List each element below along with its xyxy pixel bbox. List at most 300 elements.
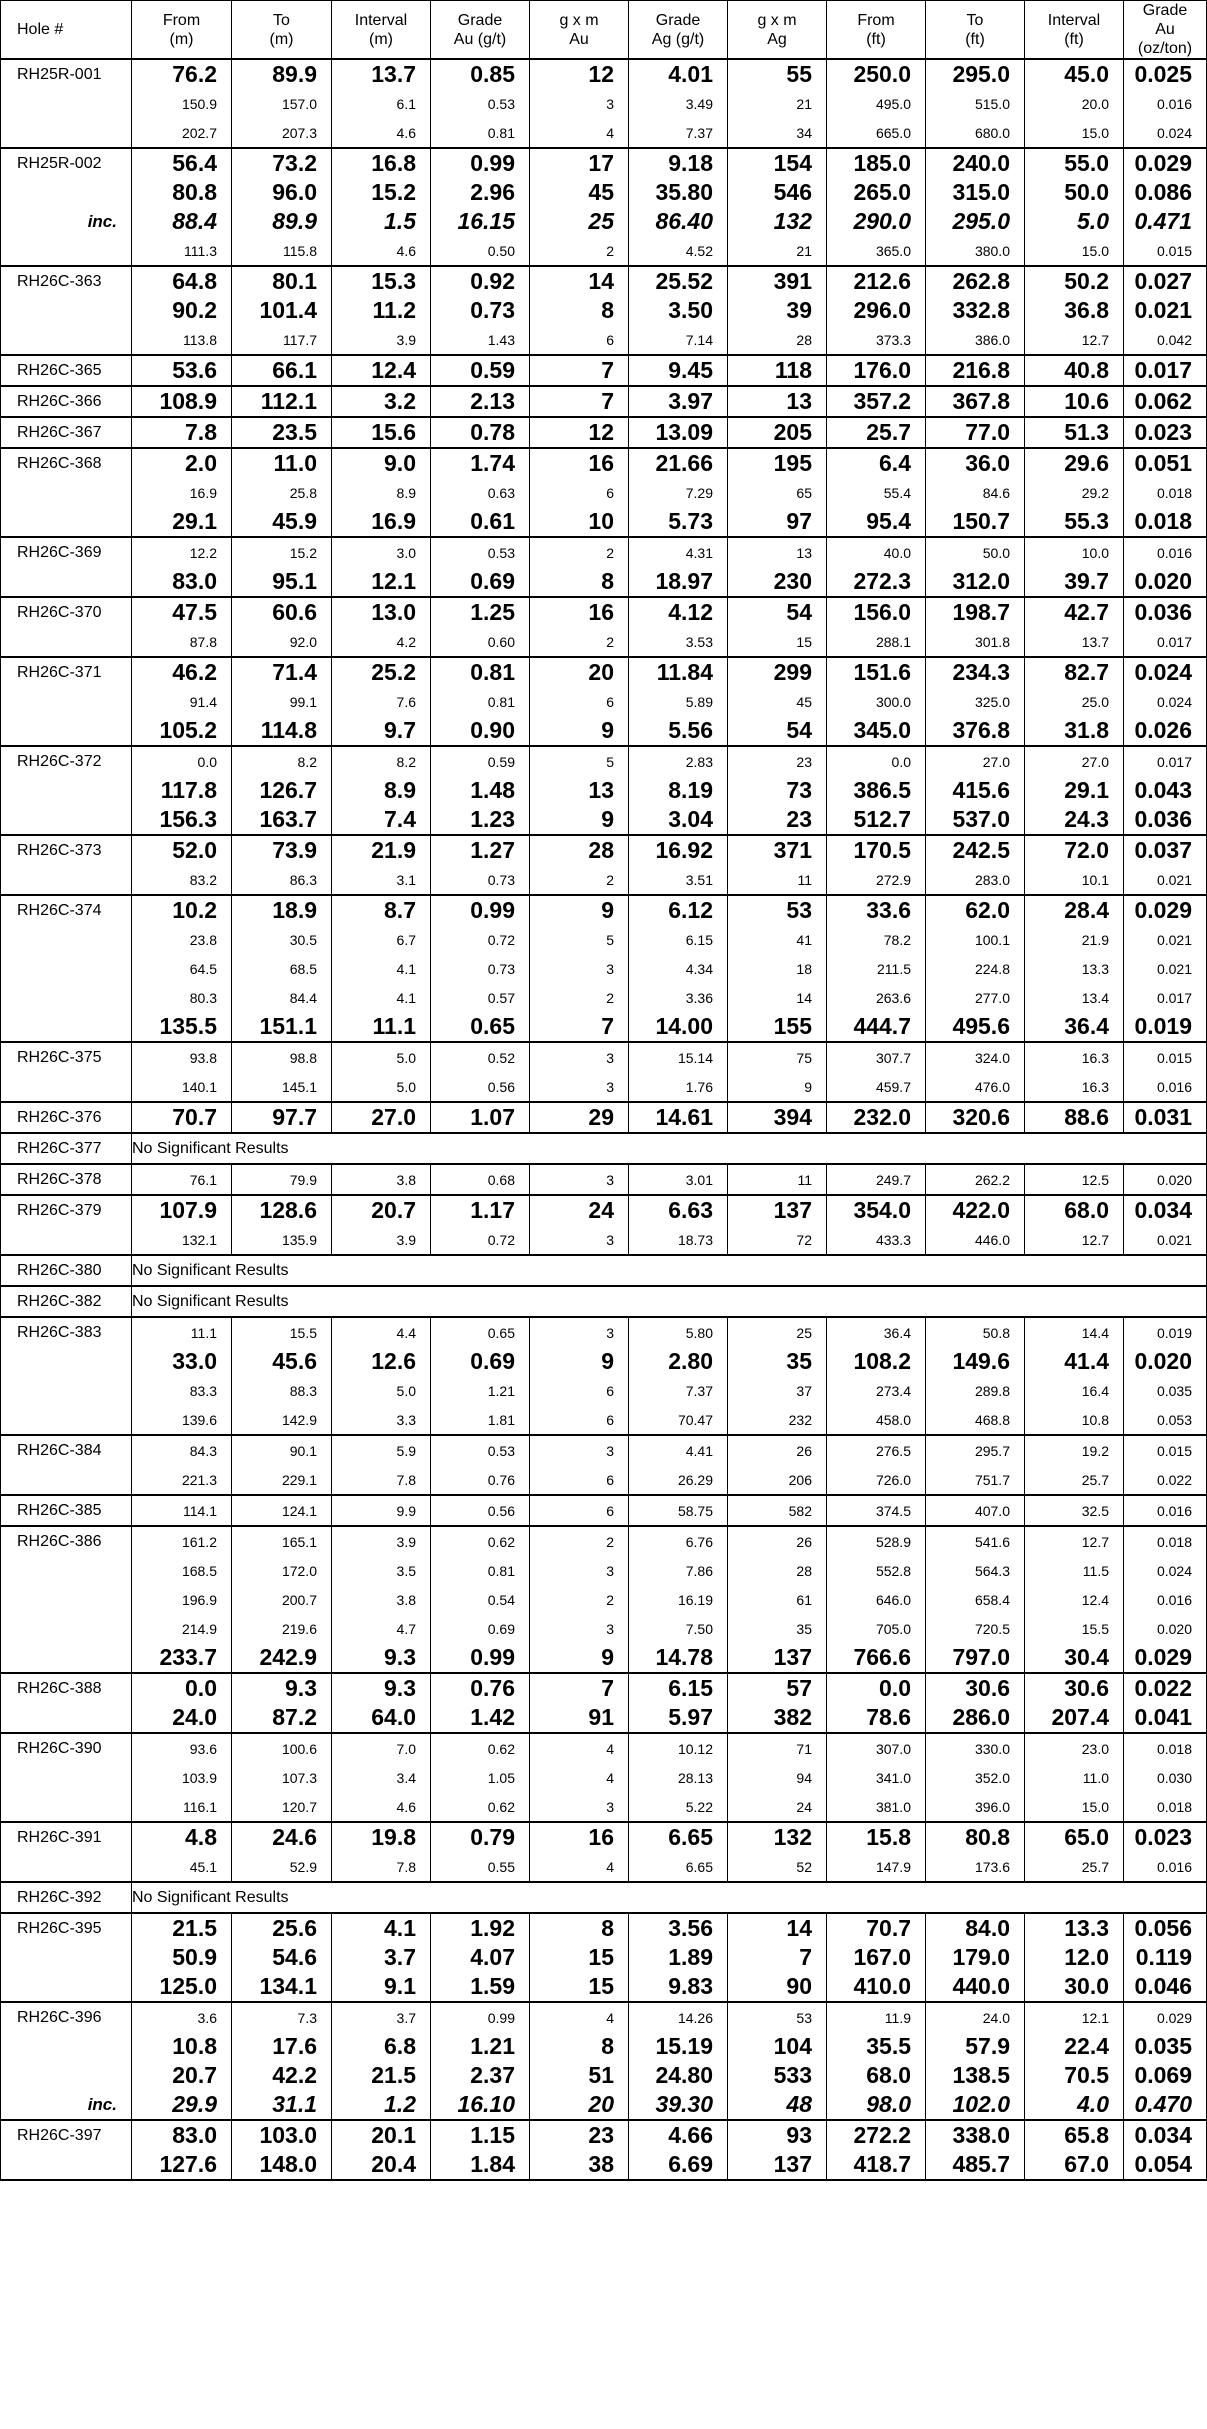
value-cell: 0.024 xyxy=(1124,687,1207,716)
value-cell: 128.6 xyxy=(232,1195,332,1225)
value-cell: 80.8 xyxy=(132,178,232,207)
value-cell: 0.92 xyxy=(431,266,530,296)
value-cell: 107.9 xyxy=(132,1195,232,1225)
value-cell: 29.9 xyxy=(132,2090,232,2120)
value-cell: 283.0 xyxy=(926,865,1025,895)
value-cell: 57 xyxy=(728,1673,827,1703)
value-cell: 80.1 xyxy=(232,266,332,296)
value-cell: 3.5 xyxy=(332,1556,431,1585)
value-cell: 93.6 xyxy=(132,1733,232,1763)
value-cell: 154 xyxy=(728,148,827,178)
hole-id-cell: RH26C-372 xyxy=(1,746,132,776)
hole-id-cell xyxy=(1,296,132,325)
table-row xyxy=(1,355,1207,386)
value-cell: 23 xyxy=(530,2120,629,2150)
value-cell: 0.99 xyxy=(431,2002,530,2032)
value-cell: 13.0 xyxy=(332,597,431,627)
table-row xyxy=(1,2090,1207,2120)
value-cell: 0.030 xyxy=(1124,1763,1207,1792)
hole-id-cell xyxy=(1,1852,132,1882)
value-cell: 2.80 xyxy=(629,1347,728,1376)
value-cell: 116.1 xyxy=(132,1792,232,1822)
value-cell: 73 xyxy=(728,776,827,805)
value-cell: 7 xyxy=(530,1673,629,1703)
value-cell: 12.5 xyxy=(1025,1164,1124,1195)
value-cell: 0.041 xyxy=(1124,1703,1207,1733)
value-cell: 4.6 xyxy=(332,118,431,148)
value-cell: 7.37 xyxy=(629,1376,728,1405)
hole-id-cell xyxy=(1,1225,132,1255)
value-cell: 0.027 xyxy=(1124,266,1207,296)
value-cell: 373.3 xyxy=(827,325,926,355)
value-cell: 0.046 xyxy=(1124,1972,1207,2002)
value-cell: 149.6 xyxy=(926,1347,1025,1376)
value-cell: 161.2 xyxy=(132,1526,232,1556)
value-cell: 0.56 xyxy=(431,1072,530,1102)
value-cell: 4 xyxy=(530,2002,629,2032)
value-cell: 185.0 xyxy=(827,148,926,178)
value-cell: 163.7 xyxy=(232,805,332,835)
value-cell: 96.0 xyxy=(232,178,332,207)
value-cell: 28 xyxy=(728,325,827,355)
value-cell: 0.53 xyxy=(431,537,530,567)
value-cell: 4 xyxy=(530,1852,629,1882)
value-cell: 533 xyxy=(728,2061,827,2090)
value-cell: 0.015 xyxy=(1124,1042,1207,1072)
hole-id-cell: RH26C-378 xyxy=(1,1164,132,1195)
table-row xyxy=(1,1913,1207,1943)
value-cell: 72 xyxy=(728,1225,827,1255)
value-cell: 0.029 xyxy=(1124,895,1207,925)
value-cell: 1.21 xyxy=(431,2032,530,2061)
value-cell: 91 xyxy=(530,1703,629,1733)
value-cell: 40.8 xyxy=(1025,355,1124,386)
value-cell: 26 xyxy=(728,1435,827,1465)
table-row xyxy=(1,1376,1207,1405)
value-cell: 0.0 xyxy=(132,746,232,776)
value-cell: 13 xyxy=(728,386,827,417)
value-cell: 338.0 xyxy=(926,2120,1025,2150)
value-cell: 5.0 xyxy=(332,1072,431,1102)
value-cell: 6.65 xyxy=(629,1852,728,1882)
value-cell: 25.7 xyxy=(827,417,926,448)
value-cell: 5 xyxy=(530,925,629,954)
value-cell: 10 xyxy=(530,507,629,537)
value-cell: 15 xyxy=(530,1943,629,1972)
value-cell: 54 xyxy=(728,716,827,746)
table-row xyxy=(1,1733,1207,1763)
value-cell: 66.1 xyxy=(232,355,332,386)
value-cell: 0.56 xyxy=(431,1495,530,1526)
value-cell: 41.4 xyxy=(1025,1347,1124,1376)
value-cell: 0.018 xyxy=(1124,1526,1207,1556)
value-cell: 73.9 xyxy=(232,835,332,865)
value-cell: 29.6 xyxy=(1025,448,1124,478)
value-cell: 35 xyxy=(728,1347,827,1376)
value-cell: 1.81 xyxy=(431,1405,530,1435)
value-cell: 6 xyxy=(530,1465,629,1495)
hole-id-cell: RH26C-365 xyxy=(1,355,132,386)
value-cell: 422.0 xyxy=(926,1195,1025,1225)
value-cell: 4.66 xyxy=(629,2120,728,2150)
value-cell: 9.3 xyxy=(332,1643,431,1673)
value-cell: 3.01 xyxy=(629,1164,728,1195)
value-cell: 1.27 xyxy=(431,835,530,865)
value-cell: 64.0 xyxy=(332,1703,431,1733)
value-cell: 53 xyxy=(728,895,827,925)
value-cell: 4 xyxy=(530,1733,629,1763)
value-cell: 25.6 xyxy=(232,1913,332,1943)
value-cell: 30.6 xyxy=(1025,1673,1124,1703)
value-cell: 9.1 xyxy=(332,1972,431,2002)
value-cell: 8 xyxy=(530,1913,629,1943)
value-cell: 24 xyxy=(728,1792,827,1822)
value-cell: 5.89 xyxy=(629,687,728,716)
value-cell: 48 xyxy=(728,2090,827,2120)
hole-id-cell xyxy=(1,1643,132,1673)
value-cell: 288.1 xyxy=(827,627,926,657)
value-cell: 24.80 xyxy=(629,2061,728,2090)
value-cell: 10.8 xyxy=(132,2032,232,2061)
table-row xyxy=(1,1703,1207,1733)
value-cell: 132 xyxy=(728,1822,827,1852)
value-cell: 0.78 xyxy=(431,417,530,448)
value-cell: 45.0 xyxy=(1025,59,1124,89)
value-cell: 65.8 xyxy=(1025,2120,1124,2150)
table-row xyxy=(1,1556,1207,1585)
value-cell: 212.6 xyxy=(827,266,926,296)
value-cell: 27.0 xyxy=(332,1102,431,1133)
value-cell: 76.1 xyxy=(132,1164,232,1195)
value-cell: 94 xyxy=(728,1763,827,1792)
value-cell: 407.0 xyxy=(926,1495,1025,1526)
value-cell: 13.7 xyxy=(1025,627,1124,657)
value-cell: 250.0 xyxy=(827,59,926,89)
hole-id-cell xyxy=(1,865,132,895)
hole-id-cell: RH26C-366 xyxy=(1,386,132,417)
hole-id-cell: RH26C-367 xyxy=(1,417,132,448)
value-cell: 0.81 xyxy=(431,687,530,716)
table-row xyxy=(1,687,1207,716)
table-row xyxy=(1,567,1207,597)
value-cell: 34 xyxy=(728,118,827,148)
value-cell: 9.3 xyxy=(332,1673,431,1703)
table-body xyxy=(1,59,1207,2180)
value-cell: 16.3 xyxy=(1025,1042,1124,1072)
value-cell: 295.0 xyxy=(926,59,1025,89)
value-cell: 37 xyxy=(728,1376,827,1405)
value-cell: 5.0 xyxy=(1025,207,1124,236)
value-cell: 2.96 xyxy=(431,178,530,207)
value-cell: 5.22 xyxy=(629,1792,728,1822)
value-cell: 646.0 xyxy=(827,1585,926,1614)
value-cell: 6 xyxy=(530,1495,629,1526)
value-cell: 15.2 xyxy=(232,537,332,567)
value-cell: 84.4 xyxy=(232,983,332,1012)
value-cell: 4.7 xyxy=(332,1614,431,1643)
value-cell: 233.7 xyxy=(132,1643,232,1673)
hole-id-cell xyxy=(1,1943,132,1972)
value-cell: 13 xyxy=(530,776,629,805)
value-cell: 0.57 xyxy=(431,983,530,1012)
value-cell: 396.0 xyxy=(926,1792,1025,1822)
value-cell: 31.8 xyxy=(1025,716,1124,746)
value-cell: 0.016 xyxy=(1124,1585,1207,1614)
value-cell: 290.0 xyxy=(827,207,926,236)
value-cell: 6.12 xyxy=(629,895,728,925)
value-cell: 0.52 xyxy=(431,1042,530,1072)
value-cell: 512.7 xyxy=(827,805,926,835)
table-row xyxy=(1,266,1207,296)
value-cell: 0.79 xyxy=(431,1822,530,1852)
value-cell: 13.7 xyxy=(332,59,431,89)
value-cell: 7.0 xyxy=(332,1733,431,1763)
value-cell: 4.1 xyxy=(332,954,431,983)
value-cell: 72.0 xyxy=(1025,835,1124,865)
value-cell: 23 xyxy=(728,805,827,835)
value-cell: 9.9 xyxy=(332,1495,431,1526)
value-cell: 705.0 xyxy=(827,1614,926,1643)
value-cell: 1.2 xyxy=(332,2090,431,2120)
value-cell: 11.0 xyxy=(1025,1763,1124,1792)
value-cell: 296.0 xyxy=(827,296,926,325)
table-row xyxy=(1,1792,1207,1822)
value-cell: 21 xyxy=(728,89,827,118)
value-cell: 90 xyxy=(728,1972,827,2002)
hole-id-cell: RH26C-392 xyxy=(1,1882,132,1913)
value-cell: 155 xyxy=(728,1012,827,1042)
value-cell: 9.7 xyxy=(332,716,431,746)
value-cell: 16.15 xyxy=(431,207,530,236)
value-cell: 0.59 xyxy=(431,746,530,776)
value-cell: 357.2 xyxy=(827,386,926,417)
value-cell: 6.65 xyxy=(629,1822,728,1852)
value-cell: 15.0 xyxy=(1025,1792,1124,1822)
table-row xyxy=(1,925,1207,954)
value-cell: 111.3 xyxy=(132,236,232,266)
value-cell: 45.6 xyxy=(232,1347,332,1376)
value-cell: 2 xyxy=(530,627,629,657)
value-cell: 114.1 xyxy=(132,1495,232,1526)
value-cell: 0.81 xyxy=(431,118,530,148)
value-cell: 6 xyxy=(530,478,629,507)
value-cell: 176.0 xyxy=(827,355,926,386)
value-cell: 15.0 xyxy=(1025,118,1124,148)
value-cell: 206 xyxy=(728,1465,827,1495)
value-cell: 0.054 xyxy=(1124,2150,1207,2180)
hole-id-cell xyxy=(1,1556,132,1585)
value-cell: 98.0 xyxy=(827,2090,926,2120)
table-row xyxy=(1,657,1207,687)
hole-id-cell: RH26C-385 xyxy=(1,1495,132,1526)
table-row xyxy=(1,148,1207,178)
value-cell: 15.5 xyxy=(1025,1614,1124,1643)
value-cell: 28.4 xyxy=(1025,895,1124,925)
value-cell: 7 xyxy=(530,1012,629,1042)
value-cell: 27.0 xyxy=(1025,746,1124,776)
hole-id-cell: RH26C-376 xyxy=(1,1102,132,1133)
value-cell: 3.9 xyxy=(332,1526,431,1556)
value-cell: 18.97 xyxy=(629,567,728,597)
value-cell: 0.63 xyxy=(431,478,530,507)
value-cell: 95.4 xyxy=(827,507,926,537)
value-cell: 200.7 xyxy=(232,1585,332,1614)
value-cell: 14 xyxy=(728,1913,827,1943)
value-cell: 15.2 xyxy=(332,178,431,207)
value-cell: 16.92 xyxy=(629,835,728,865)
value-cell: 73.2 xyxy=(232,148,332,178)
value-cell: 9.45 xyxy=(629,355,728,386)
value-cell: 21.5 xyxy=(332,2061,431,2090)
no-results-note: No Significant Results xyxy=(132,1133,1207,1164)
value-cell: 139.6 xyxy=(132,1405,232,1435)
value-cell: 391 xyxy=(728,266,827,296)
value-cell: 0.056 xyxy=(1124,1913,1207,1943)
value-cell: 12.7 xyxy=(1025,325,1124,355)
value-cell: 273.4 xyxy=(827,1376,926,1405)
value-cell: 156.0 xyxy=(827,597,926,627)
value-cell: 97.7 xyxy=(232,1102,332,1133)
hole-id-cell: RH26C-396 xyxy=(1,2002,132,2032)
hole-id-cell xyxy=(1,1703,132,1733)
value-cell: 52.0 xyxy=(132,835,232,865)
value-cell: 8.2 xyxy=(232,746,332,776)
value-cell: 137 xyxy=(728,1643,827,1673)
value-cell: 20.7 xyxy=(332,1195,431,1225)
value-cell: 167.0 xyxy=(827,1943,926,1972)
value-cell: 352.0 xyxy=(926,1763,1025,1792)
value-cell: 4.6 xyxy=(332,1792,431,1822)
value-cell: 68.0 xyxy=(827,2061,926,2090)
value-cell: 53.6 xyxy=(132,355,232,386)
value-cell: 36.4 xyxy=(1025,1012,1124,1042)
value-cell: 1.76 xyxy=(629,1072,728,1102)
table-row xyxy=(1,178,1207,207)
value-cell: 151.6 xyxy=(827,657,926,687)
value-cell: 12.1 xyxy=(332,567,431,597)
value-cell: 0.026 xyxy=(1124,716,1207,746)
value-cell: 219.6 xyxy=(232,1614,332,1643)
value-cell: 0.81 xyxy=(431,657,530,687)
value-cell: 6.1 xyxy=(332,89,431,118)
hole-id-cell: RH26C-397 xyxy=(1,2120,132,2150)
value-cell: 140.1 xyxy=(132,1072,232,1102)
value-cell: 0.73 xyxy=(431,954,530,983)
hole-id-cell: RH26C-395 xyxy=(1,1913,132,1943)
hole-id-cell xyxy=(1,2032,132,2061)
value-cell: 12.0 xyxy=(1025,1943,1124,1972)
table-row xyxy=(1,1852,1207,1882)
value-cell: 13.3 xyxy=(1025,1913,1124,1943)
table-row xyxy=(1,1822,1207,1852)
value-cell: 444.7 xyxy=(827,1012,926,1042)
value-cell: 345.0 xyxy=(827,716,926,746)
value-cell: 0.68 xyxy=(431,1164,530,1195)
value-cell: 3.2 xyxy=(332,386,431,417)
value-cell: 87.2 xyxy=(232,1703,332,1733)
value-cell: 4.01 xyxy=(629,59,728,89)
no-results-note: No Significant Results xyxy=(132,1882,1207,1913)
value-cell: 2.0 xyxy=(132,448,232,478)
value-cell: 11.1 xyxy=(332,1012,431,1042)
value-cell: 35 xyxy=(728,1614,827,1643)
value-cell: 29 xyxy=(530,1102,629,1133)
value-cell: 76.2 xyxy=(132,59,232,89)
value-cell: 229.1 xyxy=(232,1465,332,1495)
value-cell: 11 xyxy=(728,865,827,895)
value-cell: 26.29 xyxy=(629,1465,728,1495)
value-cell: 6.4 xyxy=(827,448,926,478)
value-cell: 25.8 xyxy=(232,478,332,507)
value-cell: 156.3 xyxy=(132,805,232,835)
value-cell: 3.6 xyxy=(132,2002,232,2032)
value-cell: 12 xyxy=(530,417,629,448)
value-cell: 0.031 xyxy=(1124,1102,1207,1133)
hole-id-cell xyxy=(1,1072,132,1102)
value-cell: 515.0 xyxy=(926,89,1025,118)
value-cell: 8.9 xyxy=(332,776,431,805)
value-cell: 2 xyxy=(530,1526,629,1556)
value-cell: 84.6 xyxy=(926,478,1025,507)
value-cell: 272.9 xyxy=(827,865,926,895)
value-cell: 15.3 xyxy=(332,266,431,296)
value-cell: 112.1 xyxy=(232,386,332,417)
value-cell: 113.8 xyxy=(132,325,232,355)
value-cell: 9 xyxy=(530,1643,629,1673)
value-cell: 64.8 xyxy=(132,266,232,296)
value-cell: 6.76 xyxy=(629,1526,728,1556)
value-cell: 2.83 xyxy=(629,746,728,776)
value-cell: 0.69 xyxy=(431,567,530,597)
hole-id-cell xyxy=(1,1405,132,1435)
value-cell: 12 xyxy=(530,59,629,89)
value-cell: 198.7 xyxy=(926,597,1025,627)
value-cell: 78.6 xyxy=(827,1703,926,1733)
value-cell: 12.2 xyxy=(132,537,232,567)
value-cell: 537.0 xyxy=(926,805,1025,835)
value-cell: 135.5 xyxy=(132,1012,232,1042)
value-cell: 295.7 xyxy=(926,1435,1025,1465)
value-cell: 262.2 xyxy=(926,1164,1025,1195)
value-cell: 30.5 xyxy=(232,925,332,954)
value-cell: 3.8 xyxy=(332,1164,431,1195)
value-cell: 150.9 xyxy=(132,89,232,118)
value-cell: 14 xyxy=(728,983,827,1012)
hole-id-cell xyxy=(1,716,132,746)
value-cell: 0.016 xyxy=(1124,537,1207,567)
value-cell: 46.2 xyxy=(132,657,232,687)
value-cell: 17.6 xyxy=(232,2032,332,2061)
value-cell: 0.034 xyxy=(1124,2120,1207,2150)
value-cell: 0.61 xyxy=(431,507,530,537)
value-cell: 8.19 xyxy=(629,776,728,805)
value-cell: 0.99 xyxy=(431,1643,530,1673)
value-cell: 11 xyxy=(728,1164,827,1195)
value-cell: 18.73 xyxy=(629,1225,728,1255)
value-cell: 3.1 xyxy=(332,865,431,895)
value-cell: 7.8 xyxy=(332,1465,431,1495)
value-cell: 30.4 xyxy=(1025,1643,1124,1673)
value-cell: 0.471 xyxy=(1124,207,1207,236)
table-row xyxy=(1,983,1207,1012)
value-cell: 312.0 xyxy=(926,567,1025,597)
value-cell: 118 xyxy=(728,355,827,386)
value-cell: 11.5 xyxy=(1025,1556,1124,1585)
value-cell: 25.52 xyxy=(629,266,728,296)
value-cell: 35.5 xyxy=(827,2032,926,2061)
value-cell: 665.0 xyxy=(827,118,926,148)
value-cell: 5.0 xyxy=(332,1042,431,1072)
